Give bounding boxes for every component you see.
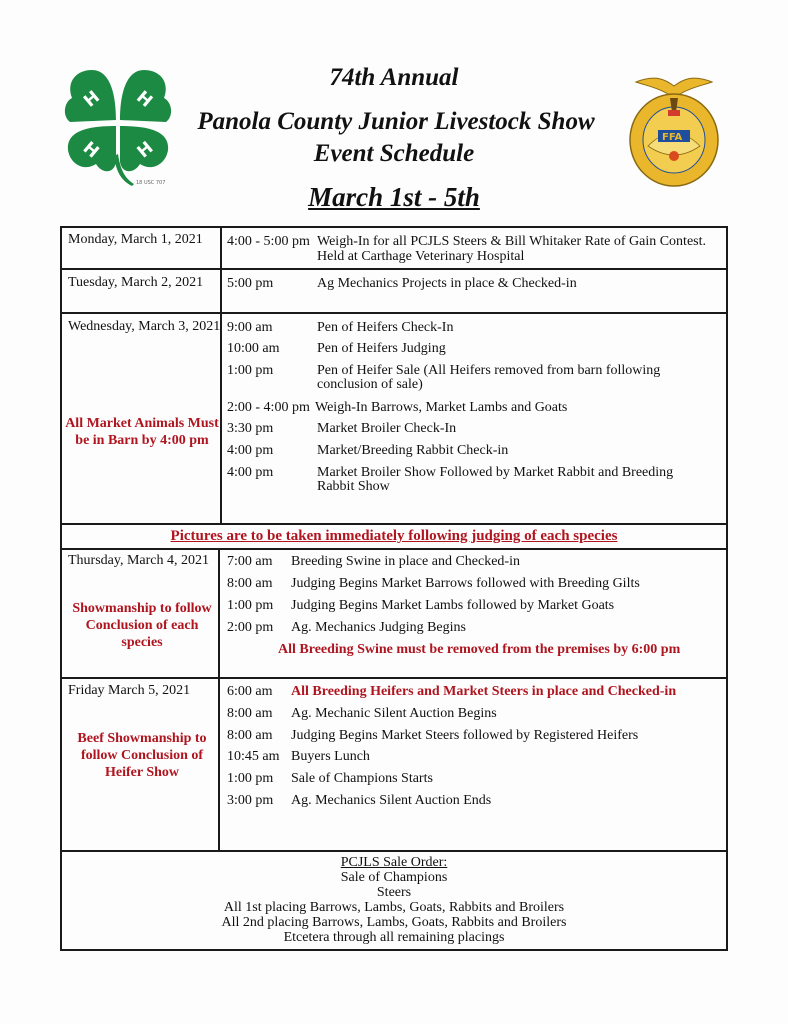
event-text: Weigh-In Barrows, Market Lambs and Goats: [315, 400, 568, 415]
row-divider: [62, 312, 726, 314]
row-divider: [62, 850, 726, 852]
event-text: Pen of Heifers Check-In: [317, 320, 454, 335]
column-divider: [218, 548, 220, 850]
event-time: 3:00 pm: [227, 793, 274, 808]
event-time: 3:30 pm: [227, 421, 274, 436]
photo-notice: Pictures are to be taken immediately following judging of each species: [170, 528, 618, 544]
event-text: Market Broiler Show Followed by Market Rabbit and Breeding: [317, 465, 674, 480]
event-time: 1:00 pm: [227, 771, 274, 786]
row-divider: [62, 523, 726, 525]
event-text: Sale of Champions Starts: [291, 771, 433, 786]
event-text: All Breeding Heifers and Market Steers in place and Checked-in: [291, 684, 677, 699]
event-time: 8:00 am: [227, 576, 273, 591]
event-time: 7:00 am: [227, 554, 273, 569]
row-divider: [62, 677, 726, 679]
event-text: Pen of Heifers Judging: [317, 341, 446, 356]
day-label-wednesday: Wednesday, March 3, 2021: [68, 319, 221, 334]
sale-order-line: All 2nd placing Barrows, Lambs, Goats, Rabbits and Broilers: [221, 915, 567, 930]
event-text: Market/Breeding Rabbit Check-in: [317, 443, 509, 458]
day-label-monday: Monday, March 1, 2021: [68, 232, 203, 247]
sale-order-line: All 1st placing Barrows, Lambs, Goats, Rabbits and Broilers: [223, 900, 565, 915]
event-time: 2:00 - 4:00 pm: [227, 400, 310, 415]
sale-order-line: Steers: [376, 885, 412, 900]
event-time: 10:45 am: [227, 749, 280, 764]
sale-order-line: Sale of Champions: [340, 870, 448, 885]
day-label-thursday: Thursday, March 4, 2021: [68, 553, 210, 568]
event-text: Judging Begins Market Barrows followed with Breeding Gilts: [291, 576, 640, 591]
event-time: 10:00 am: [227, 341, 280, 356]
event-dates: March 1st - 5th: [308, 182, 480, 212]
svg-text:H: H: [78, 137, 103, 163]
event-time: 1:00 pm: [227, 598, 274, 613]
event-time: 6:00 am: [227, 684, 273, 699]
event-time: 8:00 am: [227, 728, 273, 743]
event-text: conclusion of sale): [317, 377, 423, 392]
day-label-friday: Friday March 5, 2021: [68, 683, 191, 698]
svg-text:18 USC 707: 18 USC 707: [136, 180, 166, 186]
sale-order-title: PCJLS Sale Order:: [340, 855, 448, 870]
event-text: Breeding Swine in place and Checked-in: [291, 554, 520, 569]
event-time: 9:00 am: [227, 320, 273, 335]
sale-order-line: Etcetera through all remaining placings: [283, 930, 505, 945]
event-text: Held at Carthage Veterinary Hospital: [317, 249, 525, 264]
event-time: 4:00 pm: [227, 465, 274, 480]
schedule-table: [60, 226, 728, 951]
day-note-thursday: Showmanship to follow Conclusion of each species: [72, 601, 212, 650]
row-divider: [62, 548, 726, 550]
svg-text:H: H: [132, 87, 157, 112]
row-divider: [62, 268, 726, 270]
event-text: Rabbit Show: [317, 479, 390, 494]
schedule-heading: Event Schedule: [313, 140, 475, 167]
swine-removal-warning: All Breeding Swine must be removed from the premises by 6:00 pm: [278, 642, 681, 657]
event-text: Market Broiler Check-In: [317, 421, 457, 436]
event-time: 1:00 pm: [227, 363, 274, 378]
event-text: Weigh-In for all PCJLS Steers & Bill Whitaker Rate of Gain Contest.: [317, 234, 706, 249]
column-divider: [220, 228, 222, 523]
event-text: Pen of Heifer Sale (All Heifers removed from barn following: [317, 363, 661, 378]
event-time: 4:00 pm: [227, 443, 274, 458]
day-label-tuesday: Tuesday, March 2, 2021: [68, 275, 204, 290]
event-text: Ag Mechanics Projects in place & Checked-in: [317, 276, 577, 291]
day-note-wednesday: All Market Animals Must be in Barn by 4:00 pm: [65, 416, 219, 448]
event-text: Judging Begins Market Steers followed by Registered Heifers: [291, 728, 639, 743]
event-text: Ag. Mechanic Silent Auction Begins: [291, 706, 497, 721]
event-time: 5:00 pm: [227, 276, 274, 291]
event-time: 2:00 pm: [227, 620, 274, 635]
event-text: Judging Begins Market Lambs followed by Market Goats: [291, 598, 615, 613]
event-time: 4:00 - 5:00 pm: [227, 234, 310, 249]
event-text: Buyers Lunch: [291, 749, 370, 764]
svg-text:FFA: FFA: [662, 132, 683, 143]
event-time: 8:00 am: [227, 706, 273, 721]
event-text: Ag. Mechanics Silent Auction Ends: [291, 793, 492, 808]
svg-text:H: H: [80, 87, 104, 112]
sale-order: [62, 855, 726, 945]
show-title: Panola County Junior Livestock Show: [197, 108, 595, 135]
svg-text:H: H: [133, 137, 158, 163]
day-note-friday: Beef Showmanship to follow Conclusion of Heifer Show: [77, 731, 207, 780]
event-text: Ag. Mechanics Judging Begins: [291, 620, 466, 635]
edition-heading: 74th Annual: [329, 64, 459, 91]
